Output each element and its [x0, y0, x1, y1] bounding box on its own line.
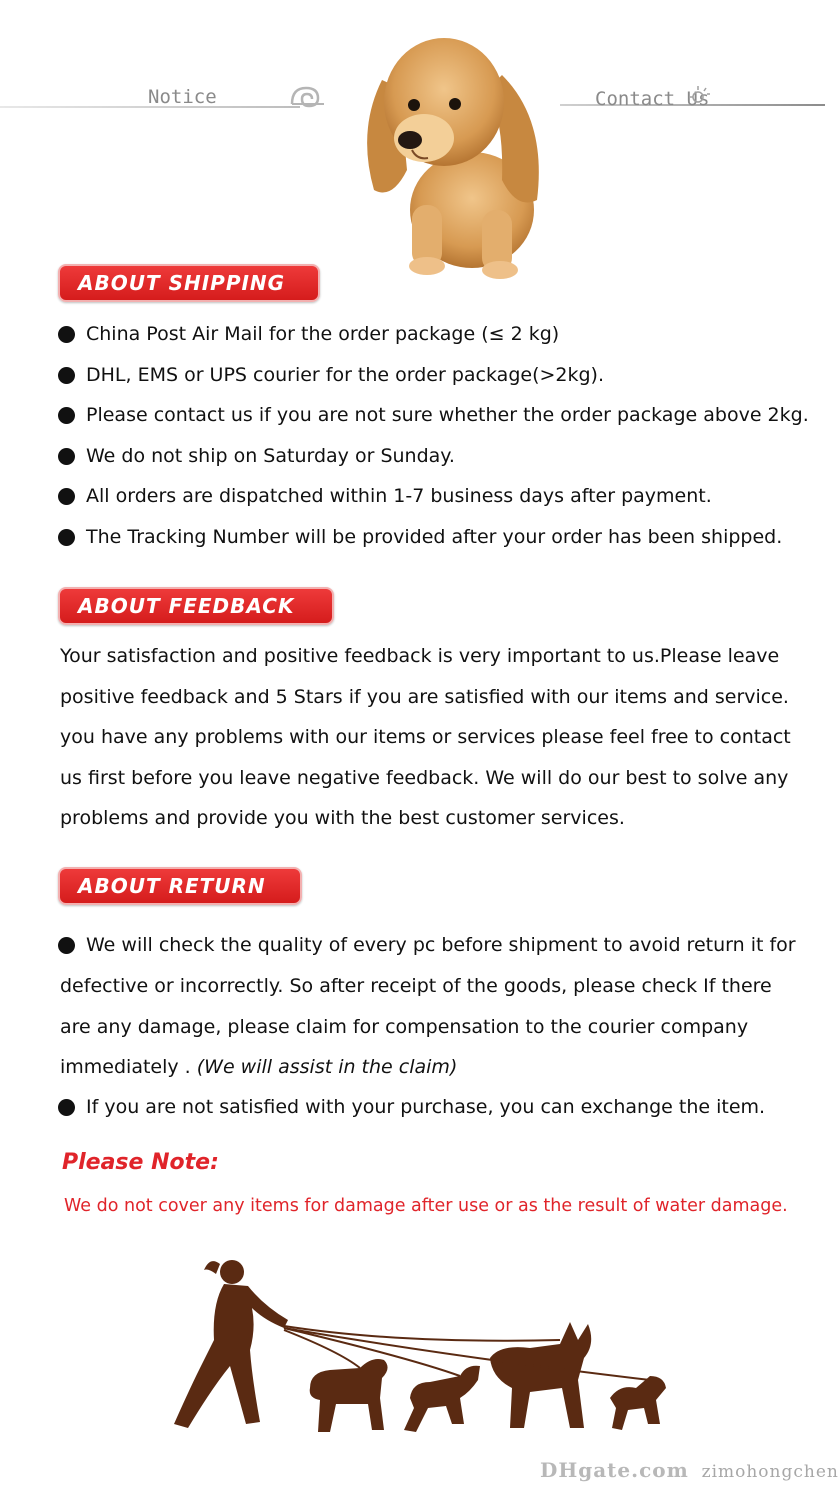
feedback-paragraph — [60, 636, 800, 839]
please-note-title: Please Note: — [62, 1150, 219, 1175]
feedback-line: Your satisfaction and positive feedback is very important to us.Please leave — [60, 645, 780, 667]
return-immediately: immediately . — [60, 1056, 197, 1078]
list-item: We do not ship on Saturday or Sunday. — [58, 436, 809, 477]
return-line — [60, 1047, 800, 1088]
return-line: are any damage, please claim for compensation to the courier company — [60, 1015, 749, 1038]
dog-walker-silhouette — [160, 1248, 680, 1468]
feedback-line: positive feedback and 5 Stars if you are satisfied with our items and service. — [60, 685, 789, 708]
snail-icon — [288, 82, 328, 110]
return-item-1 — [58, 925, 796, 966]
watermark-brand: DHgate.com — [540, 1458, 689, 1482]
watermark — [540, 1458, 839, 1482]
notice-label[interactable]: Notice — [148, 86, 217, 108]
feedback-line: problems and provide you with the best customer services. — [60, 807, 625, 829]
list-item: All orders are dispatched within 1-7 business days after payment. — [58, 476, 809, 517]
list-item: China Post Air Mail for the order package (≤ 2 kg) — [58, 314, 809, 355]
contact-us-label[interactable]: Contact Us — [595, 88, 710, 110]
shipping-list — [58, 314, 809, 557]
about-return-banner: ABOUT RETURN — [58, 867, 302, 905]
list-item: The Tracking Number will be provided after your order has been shipped. — [58, 517, 809, 558]
please-note-text: We do not cover any items for damage after use or as the result of water damage. — [64, 1196, 788, 1216]
watermark-seller: zimohongchen — [701, 1462, 839, 1482]
assist-note: (We will assist in the claim) — [196, 1056, 458, 1078]
feedback-line: you have any problems with our items or services please feel free to contact — [60, 726, 791, 748]
puppy-image — [352, 20, 552, 282]
return-line: defective or incorrectly. So after receipt of the goods, please check If there — [60, 975, 772, 997]
list-item: If you are not satisfied with your purchase, you can exchange the item. — [58, 1087, 765, 1128]
sun-icon — [688, 84, 712, 106]
list-item: We will check the quality of every pc before shipment to avoid return it for — [58, 925, 796, 966]
return-item-2 — [58, 1087, 765, 1128]
return-paragraph — [60, 966, 800, 1088]
list-item: DHL, EMS or UPS courier for the order package(>2kg). — [58, 355, 809, 396]
list-item: Please contact us if you are not sure whether the order package above 2kg. — [58, 395, 809, 436]
about-feedback-banner: ABOUT FEEDBACK — [58, 587, 334, 625]
about-shipping-banner: ABOUT SHIPPING — [58, 264, 320, 302]
feedback-line: us first before you leave negative feedback. We will do our best to solve any — [60, 766, 789, 789]
